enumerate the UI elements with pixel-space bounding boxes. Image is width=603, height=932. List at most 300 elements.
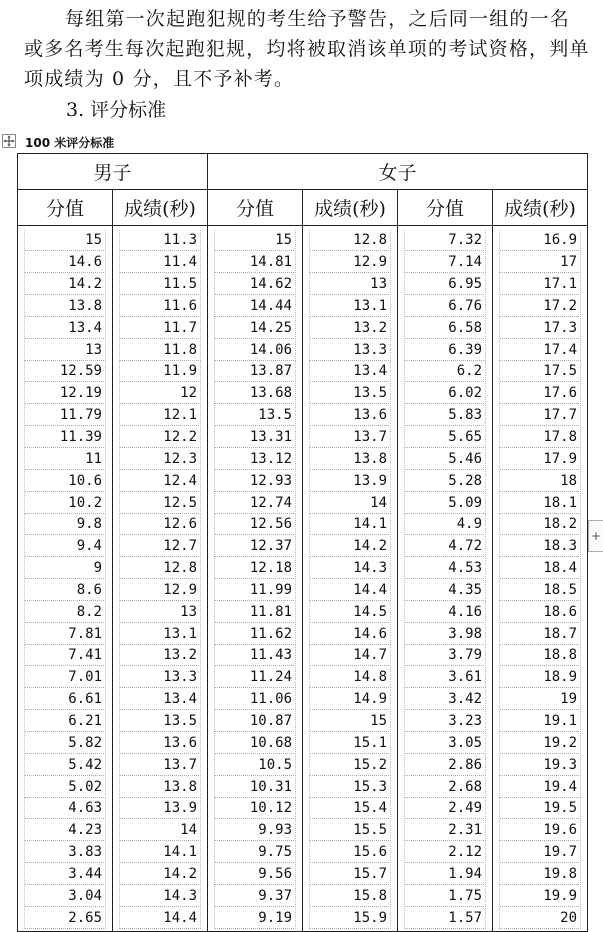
cell-value: 12.8 [309, 230, 391, 251]
cell-value: 9 [24, 558, 106, 579]
table-cell [398, 580, 493, 602]
table-cell [303, 296, 398, 318]
table-cell [303, 317, 398, 339]
table-cell [208, 689, 303, 711]
cell-value: 2.86 [404, 755, 486, 776]
cell-value: 10.5 [214, 755, 296, 776]
cell-value: 13.8 [24, 296, 106, 317]
cell-value: 13.3 [309, 340, 391, 361]
table-cell [113, 470, 208, 492]
cell-value: 14.81 [214, 252, 296, 273]
table-cell [113, 754, 208, 776]
cell-value: 14.3 [119, 886, 201, 907]
table-cell [208, 754, 303, 776]
cell-value: 5.82 [24, 733, 106, 754]
table-cell [303, 492, 398, 514]
column-header: 分值 [18, 190, 113, 226]
cell-value: 19.2 [499, 733, 581, 754]
table-cell [113, 252, 208, 274]
cell-value: 1.94 [404, 864, 486, 885]
cell-value: 13.5 [119, 711, 201, 732]
cell-value: 9.4 [24, 536, 106, 557]
table-cell [398, 907, 493, 931]
plus-icon[interactable]: + [588, 520, 603, 552]
table-cell [208, 448, 303, 470]
cell-value: 13.87 [214, 361, 296, 382]
table-row [18, 252, 588, 274]
cell-value: 17.9 [499, 449, 581, 470]
cell-value: 14.3 [309, 558, 391, 579]
section-heading: 3. 评分标准 [66, 99, 167, 121]
table-cell [493, 907, 588, 931]
table-cell [303, 776, 398, 798]
table-row [18, 226, 588, 252]
cell-value: 4.16 [404, 602, 486, 623]
table-cell [208, 645, 303, 667]
table-cell [18, 361, 113, 383]
table-cell [493, 427, 588, 449]
table-row [18, 405, 588, 427]
cell-value: 11.79 [24, 405, 106, 426]
table-cell [208, 623, 303, 645]
cell-value: 14.8 [309, 667, 391, 688]
cell-value: 6.39 [404, 340, 486, 361]
table-row [18, 645, 588, 667]
cell-value: 12.4 [119, 471, 201, 492]
table-cell [208, 514, 303, 536]
cell-value: 12 [119, 383, 201, 404]
table-cell [493, 448, 588, 470]
table-cell [493, 296, 588, 318]
table-cell [208, 558, 303, 580]
table-cell [303, 732, 398, 754]
table-cell [398, 339, 493, 361]
cell-value: 18.7 [499, 624, 581, 645]
table-row [18, 296, 588, 318]
cell-value: 13.6 [119, 733, 201, 754]
cell-value: 17.3 [499, 318, 581, 339]
table-cell [303, 558, 398, 580]
table-cell [493, 601, 588, 623]
table-cell [208, 252, 303, 274]
table-cell [18, 711, 113, 733]
table-cell [18, 470, 113, 492]
table-cell [493, 667, 588, 689]
column-header: 成绩(秒) [493, 190, 588, 226]
cell-value: 11.62 [214, 624, 296, 645]
cell-value: 3.61 [404, 667, 486, 688]
table-cell [18, 754, 113, 776]
table-cell [493, 711, 588, 733]
table-row [18, 907, 588, 931]
table-row [18, 361, 588, 383]
cell-value: 13.12 [214, 449, 296, 470]
cell-value: 9.75 [214, 842, 296, 863]
column-header: 成绩(秒) [113, 190, 208, 226]
cell-value: 14.1 [119, 842, 201, 863]
table-cell [113, 317, 208, 339]
cell-value: 8.6 [24, 580, 106, 601]
cell-value: 13.4 [119, 689, 201, 710]
table-cell [303, 226, 398, 252]
table-cell [398, 689, 493, 711]
cell-value: 8.2 [24, 602, 106, 623]
table-cell [113, 274, 208, 296]
table-cell [113, 820, 208, 842]
cell-value: 14.7 [309, 645, 391, 666]
table-cell [493, 405, 588, 427]
cell-value: 6.2 [404, 361, 486, 382]
cell-value: 19.3 [499, 755, 581, 776]
cell-value: 14 [309, 493, 391, 514]
cell-value: 5.09 [404, 493, 486, 514]
cell-value: 14.25 [214, 318, 296, 339]
cell-value: 11.4 [119, 252, 201, 273]
cell-value: 3.23 [404, 711, 486, 732]
table-cell [398, 601, 493, 623]
table-cell [18, 536, 113, 558]
score-table [17, 153, 588, 932]
table-cell [303, 645, 398, 667]
table-cell [493, 732, 588, 754]
table-row [18, 667, 588, 689]
cell-value: 2.68 [404, 777, 486, 798]
cell-value: 12.2 [119, 427, 201, 448]
cell-value: 12.3 [119, 449, 201, 470]
table-cell [18, 274, 113, 296]
table-cell [398, 448, 493, 470]
move-handle-icon[interactable] [2, 133, 16, 147]
table-cell [398, 536, 493, 558]
cell-value: 3.04 [24, 886, 106, 907]
table-cell [18, 732, 113, 754]
table-cell [303, 667, 398, 689]
cell-value: 15.1 [309, 733, 391, 754]
table-caption: 100 米评分标准 [25, 136, 115, 150]
table-row [18, 558, 588, 580]
cell-value: 4.72 [404, 536, 486, 557]
table-cell [113, 689, 208, 711]
group-header-male: 男子 [18, 154, 208, 190]
cell-value: 6.21 [24, 711, 106, 732]
table-cell [493, 623, 588, 645]
table-cell [303, 448, 398, 470]
cell-value: 11.06 [214, 689, 296, 710]
table-cell [303, 514, 398, 536]
cell-value: 17.6 [499, 383, 581, 404]
cell-value: 5.28 [404, 471, 486, 492]
table-cell [113, 558, 208, 580]
cell-value: 10.87 [214, 711, 296, 732]
table-cell [208, 907, 303, 931]
table-cell [113, 863, 208, 885]
cell-value: 2.31 [404, 820, 486, 841]
table-row [18, 842, 588, 864]
cell-value: 6.02 [404, 383, 486, 404]
table-cell [113, 383, 208, 405]
table-cell [113, 361, 208, 383]
cell-value: 12.5 [119, 493, 201, 514]
cell-value: 17.2 [499, 296, 581, 317]
table-cell [398, 361, 493, 383]
table-cell [493, 252, 588, 274]
cell-value: 6.95 [404, 274, 486, 295]
cell-value: 19.5 [499, 798, 581, 819]
table-row [18, 601, 588, 623]
cell-value: 13.1 [309, 296, 391, 317]
cell-value: 15 [309, 711, 391, 732]
table-cell [208, 405, 303, 427]
table-cell [113, 842, 208, 864]
table-row [18, 885, 588, 907]
cell-value: 6.76 [404, 296, 486, 317]
table-cell [303, 339, 398, 361]
table-cell [493, 820, 588, 842]
table-cell [18, 580, 113, 602]
cell-value: 13 [309, 274, 391, 295]
table-cell [18, 820, 113, 842]
cell-value: 3.98 [404, 624, 486, 645]
table-row [18, 339, 588, 361]
cell-value: 17.1 [499, 274, 581, 295]
table-cell [493, 383, 588, 405]
cell-value: 10.12 [214, 798, 296, 819]
cell-value: 14.2 [24, 274, 106, 295]
cell-value: 19.8 [499, 864, 581, 885]
cell-value: 9.19 [214, 908, 296, 929]
table-cell [113, 623, 208, 645]
table-cell [303, 754, 398, 776]
table-row [18, 580, 588, 602]
table-cell [208, 274, 303, 296]
cell-value: 20 [499, 908, 581, 929]
table-cell [398, 470, 493, 492]
table-cell [18, 798, 113, 820]
table-cell [398, 252, 493, 274]
cell-value: 13.2 [119, 645, 201, 666]
cell-value: 14.2 [119, 864, 201, 885]
table-cell [18, 383, 113, 405]
table-cell [303, 623, 398, 645]
table-cell [208, 776, 303, 798]
table-cell [208, 427, 303, 449]
table-cell [303, 689, 398, 711]
cell-value: 3.42 [404, 689, 486, 710]
table-cell [398, 732, 493, 754]
cell-value: 7.81 [24, 624, 106, 645]
table-row [18, 754, 588, 776]
cell-value: 18.3 [499, 536, 581, 557]
cell-value: 4.9 [404, 514, 486, 535]
cell-value: 12.93 [214, 471, 296, 492]
cell-value: 12.1 [119, 405, 201, 426]
table-cell [18, 601, 113, 623]
table-cell [303, 711, 398, 733]
cell-value: 11.3 [119, 230, 201, 251]
cell-value: 17 [499, 252, 581, 273]
cell-value: 13.3 [119, 667, 201, 688]
table-cell [18, 667, 113, 689]
table-cell [493, 226, 588, 252]
cell-value: 10.6 [24, 471, 106, 492]
table-cell [493, 798, 588, 820]
table-cell [303, 863, 398, 885]
table-cell [18, 317, 113, 339]
cell-value: 3.83 [24, 842, 106, 863]
table-cell [303, 405, 398, 427]
cell-value: 14.9 [309, 689, 391, 710]
table-cell [493, 361, 588, 383]
cell-value: 14.06 [214, 340, 296, 361]
table-row [18, 492, 588, 514]
cell-value: 13 [24, 340, 106, 361]
cell-value: 11.43 [214, 645, 296, 666]
cell-value: 13.9 [119, 798, 201, 819]
cell-value: 5.46 [404, 449, 486, 470]
cell-value: 14.1 [309, 514, 391, 535]
table-cell [113, 427, 208, 449]
table-cell [303, 470, 398, 492]
table-cell [18, 623, 113, 645]
table-cell [303, 383, 398, 405]
table-cell [113, 448, 208, 470]
cell-value: 13.8 [309, 449, 391, 470]
cell-value: 17.8 [499, 427, 581, 448]
table-cell [18, 296, 113, 318]
table-cell [493, 842, 588, 864]
table-row [18, 470, 588, 492]
cell-value: 9.8 [24, 514, 106, 535]
table-cell [493, 885, 588, 907]
cell-value: 18.9 [499, 667, 581, 688]
cell-value: 15.7 [309, 864, 391, 885]
table-row [18, 798, 588, 820]
table-row [18, 317, 588, 339]
table-cell [208, 226, 303, 252]
cell-value: 17.4 [499, 340, 581, 361]
cell-value: 5.02 [24, 777, 106, 798]
cell-value: 19.1 [499, 711, 581, 732]
table-cell [303, 580, 398, 602]
cell-value: 18.6 [499, 602, 581, 623]
cell-value: 12.8 [119, 558, 201, 579]
group-header-female: 女子 [208, 154, 588, 190]
table-cell [208, 820, 303, 842]
cell-value: 12.6 [119, 514, 201, 535]
table-cell [398, 842, 493, 864]
cell-value: 19.9 [499, 886, 581, 907]
table-cell [208, 296, 303, 318]
cell-value: 11.99 [214, 580, 296, 601]
cell-value: 11.5 [119, 274, 201, 295]
cell-value: 1.57 [404, 908, 486, 929]
table-cell [398, 492, 493, 514]
cell-value: 13.4 [309, 361, 391, 382]
table-cell [398, 667, 493, 689]
table-cell [208, 536, 303, 558]
cell-value: 13.31 [214, 427, 296, 448]
table-cell [208, 339, 303, 361]
table-cell [398, 274, 493, 296]
cell-value: 7.32 [404, 230, 486, 251]
table-cell [113, 296, 208, 318]
table-cell [208, 732, 303, 754]
cell-value: 12.59 [24, 361, 106, 382]
table-cell [398, 820, 493, 842]
table-cell [208, 383, 303, 405]
table-cell [303, 798, 398, 820]
cell-value: 15.3 [309, 777, 391, 798]
cell-value: 14.5 [309, 602, 391, 623]
table-cell [303, 842, 398, 864]
cell-value: 19.7 [499, 842, 581, 863]
table-row [18, 689, 588, 711]
cell-value: 14.4 [119, 908, 201, 929]
table-cell [113, 645, 208, 667]
table-cell [113, 405, 208, 427]
table-cell [398, 296, 493, 318]
cell-value: 2.49 [404, 798, 486, 819]
table-cell [493, 470, 588, 492]
table-cell [303, 601, 398, 623]
cell-value: 11 [24, 449, 106, 470]
cell-value: 12.7 [119, 536, 201, 557]
table-cell [208, 842, 303, 864]
table-row [18, 820, 588, 842]
cell-value: 10.68 [214, 733, 296, 754]
table-row [18, 383, 588, 405]
table-cell [18, 514, 113, 536]
table-row [18, 732, 588, 754]
table-cell [113, 798, 208, 820]
cell-value: 14.4 [309, 580, 391, 601]
table-cell [113, 339, 208, 361]
cell-value: 9.37 [214, 886, 296, 907]
cell-value: 18 [499, 471, 581, 492]
table-cell [18, 226, 113, 252]
cell-value: 3.79 [404, 645, 486, 666]
table-cell [208, 492, 303, 514]
table-row [18, 427, 588, 449]
table-cell [493, 339, 588, 361]
table-cell [208, 470, 303, 492]
table-cell [113, 711, 208, 733]
cell-value: 15.9 [309, 908, 391, 929]
table-cell [208, 601, 303, 623]
intro-paragraph: 每组第一次起跑犯规的考生给予警告，之后同一组的一名或多名考生每次起跑犯规，均将被取消该单项的考试资格，判单项成绩为 0 分，且不予补考。 [24, 8, 590, 90]
table-cell [303, 361, 398, 383]
table-cell [493, 317, 588, 339]
table-cell [208, 798, 303, 820]
table-cell [113, 907, 208, 931]
cell-value: 2.12 [404, 842, 486, 863]
cell-value: 13 [119, 602, 201, 623]
table-cell [493, 492, 588, 514]
cell-value: 11.9 [119, 361, 201, 382]
table-cell [303, 885, 398, 907]
cell-value: 12.56 [214, 514, 296, 535]
table-row [18, 623, 588, 645]
table-cell [18, 492, 113, 514]
table-cell [303, 536, 398, 558]
cell-value: 13.5 [214, 405, 296, 426]
cell-value: 19 [499, 689, 581, 710]
cell-value: 15.2 [309, 755, 391, 776]
cell-value: 15.4 [309, 798, 391, 819]
table-row [18, 448, 588, 470]
table-cell [398, 754, 493, 776]
table-cell [398, 514, 493, 536]
